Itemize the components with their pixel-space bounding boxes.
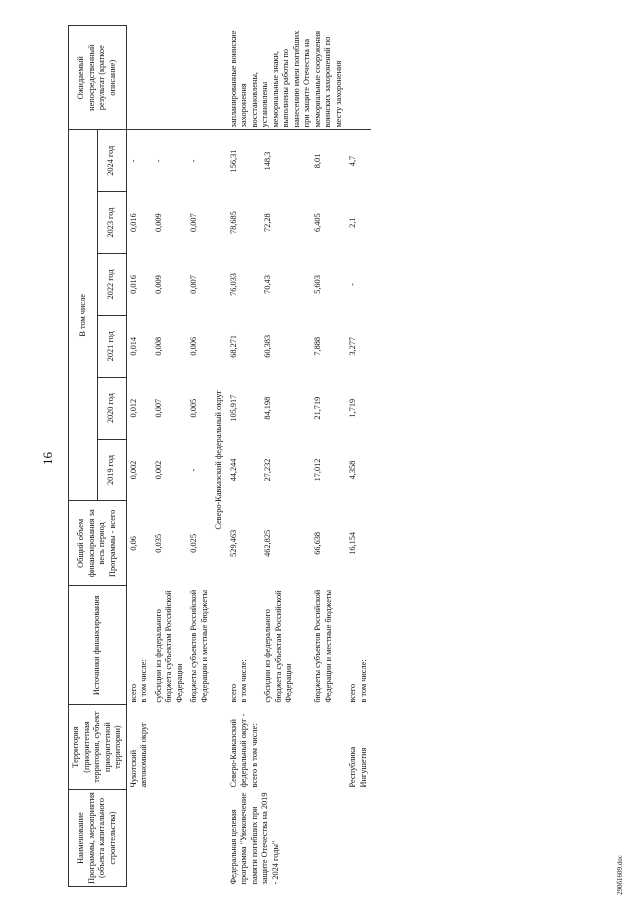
total-cell: 0,06 xyxy=(128,536,138,551)
region-title: Северо-Кавказский федеральный округ xyxy=(214,390,223,530)
value-2022: 0,007 xyxy=(189,275,198,294)
value-2020: 1,719 xyxy=(348,398,357,418)
result-cell: запланированные воинские захоронения восстановлены, установлены мемориальные знаки, выполнены работы по нанесению имен погибших при защите Отечества на мемориальные сооружения воинских захоронений по месту захоронения xyxy=(227,26,347,130)
page-number: 16 xyxy=(40,452,55,465)
header-sources: Источники финансирования xyxy=(69,586,127,705)
value-2024: 148,3 xyxy=(263,151,273,171)
territory-cell: Чукотский автономный округ xyxy=(128,722,148,788)
value-2021: 68,271 xyxy=(228,334,238,358)
value-2023: 2,1 xyxy=(348,217,357,228)
table-row xyxy=(346,26,371,887)
value-2024: - xyxy=(189,159,198,163)
value-2021: 0,006 xyxy=(189,336,198,356)
header-2019: 2019 год xyxy=(97,439,126,501)
header-total: Общий объем финансирования за весь период Программы - всего xyxy=(69,501,127,586)
value-2019: 0,002 xyxy=(153,460,163,480)
value-2021: 0,014 xyxy=(128,336,138,356)
territory-cell: Республика Ингушетия xyxy=(348,746,368,788)
table-row xyxy=(126,26,152,887)
value-2020: 105,917 xyxy=(228,394,238,422)
value-2022: - xyxy=(348,283,357,286)
region-title-row xyxy=(212,26,227,887)
financing-table xyxy=(68,25,371,887)
value-2021: 60,383 xyxy=(263,334,273,358)
table-row xyxy=(227,26,262,887)
total-cell: 529,463 xyxy=(228,529,238,557)
source-cell: бюджеты субъектов Российской Федерации и местные бюджеты xyxy=(189,589,209,703)
source-cell: субсидии из федерального бюджета субъектам Российской Федерации xyxy=(153,590,184,703)
value-2024: - xyxy=(128,159,138,163)
value-2019: 27,232 xyxy=(263,458,273,482)
value-2023: 6,405 xyxy=(313,213,323,232)
total-cell: 0,025 xyxy=(189,534,198,553)
header-2021: 2021 год xyxy=(97,315,126,377)
value-2019: - xyxy=(189,468,198,472)
value-2021: 7,888 xyxy=(313,336,323,356)
value-2023: 78,685 xyxy=(228,211,238,235)
value-2021: 3,277 xyxy=(348,336,357,356)
total-cell: 462,825 xyxy=(263,529,273,557)
header-2022: 2022 год xyxy=(97,254,126,316)
value-2024: 4,7 xyxy=(348,155,357,167)
value-2024: 156,31 xyxy=(228,149,238,173)
value-2019: 17,012 xyxy=(313,458,323,482)
header-2024: 2024 год xyxy=(97,130,126,192)
header-in-that-number: В том числе xyxy=(69,130,98,501)
document-code: 290б1609.doc xyxy=(616,855,624,895)
header-2023: 2023 год xyxy=(97,192,126,254)
header-territory: Территория (приоритетная территория, субъект приоритетной территории) xyxy=(69,705,127,790)
value-2020: 0,007 xyxy=(153,398,163,418)
source-cell: всего в том числе: xyxy=(128,659,148,703)
value-2022: 70,43 xyxy=(263,275,273,294)
source-cell: всего в том числе: xyxy=(348,659,368,703)
header-result: Ожидаемый непосредственный результат (краткое описание) xyxy=(69,26,127,130)
value-2019: 4,358 xyxy=(348,460,357,480)
total-cell: 66,638 xyxy=(313,531,323,555)
value-2023: 0,007 xyxy=(189,213,198,232)
total-cell: 0,035 xyxy=(153,534,163,553)
header-name: Наименование Программы, мероприятия (объекта капитального строительства) xyxy=(69,790,127,887)
value-2020: 0,005 xyxy=(189,398,198,418)
value-2021: 0,008 xyxy=(153,336,163,356)
total-cell: 16,154 xyxy=(348,531,357,555)
source-cell: субсидии из федерального бюджета субъектам Российской Федерации xyxy=(263,590,294,703)
value-2020: 0,012 xyxy=(128,398,138,418)
value-2023: 0,016 xyxy=(128,213,138,232)
value-2019: 44,244 xyxy=(228,458,238,482)
value-2020: 21,719 xyxy=(313,396,323,420)
value-2022: 0,009 xyxy=(153,275,163,294)
program-name: Федеральная целевая программа "Увековечение памяти погибших при защите Отечества на 2019 - 2024 годы" xyxy=(228,792,280,885)
value-2022: 76,033 xyxy=(228,273,238,296)
value-2024: 8,01 xyxy=(313,153,323,169)
value-2023: 72,28 xyxy=(263,213,273,232)
source-cell: всего в том числе: xyxy=(228,659,248,703)
value-2024: - xyxy=(153,159,163,163)
territory-cell: Северо-Кавказский федеральный округ - всего в том числе: xyxy=(228,713,259,788)
source-cell: бюджеты субъектов Российской Федерации и местные бюджеты xyxy=(313,589,333,703)
value-2020: 84,198 xyxy=(263,396,273,420)
value-2019: 0,002 xyxy=(128,460,138,480)
header-2020: 2020 год xyxy=(97,377,126,439)
value-2022: 0,016 xyxy=(128,275,138,294)
value-2023: 0,009 xyxy=(153,213,163,232)
value-2022: 5,603 xyxy=(313,275,323,294)
